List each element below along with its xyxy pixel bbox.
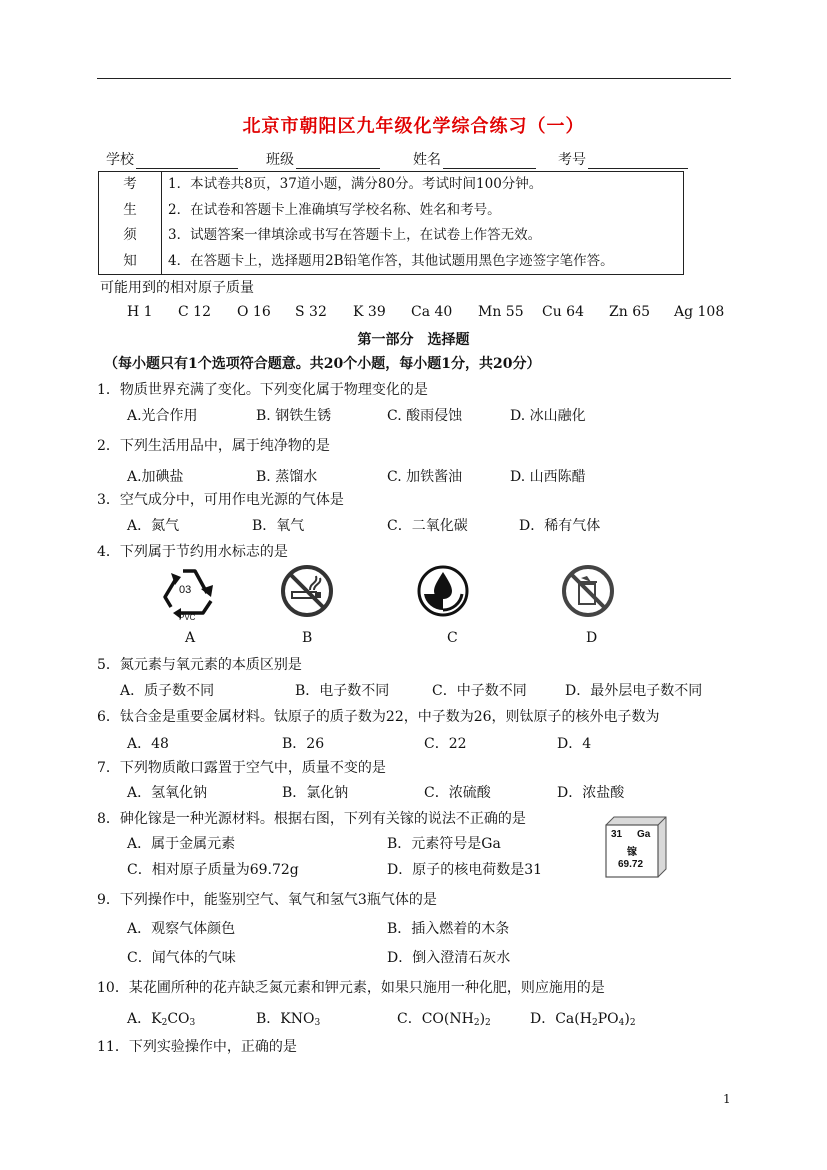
recycle-material: PVC xyxy=(179,613,196,622)
atomic-mass-Ca: Ca 40 xyxy=(411,304,453,320)
field-school-blank[interactable] xyxy=(136,153,238,169)
q5-option-b: B．电子数不同 xyxy=(295,683,390,699)
question-10-stem: 10．某花圃所种的花卉缺乏氮元素和钾元素，如果只施用一种化肥，则应施用的是 xyxy=(97,980,605,996)
q7-option-b: B．氯化钠 xyxy=(282,785,349,801)
recycle-icon xyxy=(161,563,217,625)
field-name-label: 姓名 xyxy=(413,152,441,168)
q9-option-a: A．观察气体颜色 xyxy=(127,921,236,937)
q2-option-b: B. 蒸馏水 xyxy=(256,469,318,485)
question-11-stem: 11．下列实验操作中，正确的是 xyxy=(97,1039,297,1055)
atomic-mass-Ag: Ag 108 xyxy=(674,304,725,320)
q9-option-c: C．闻气体的气味 xyxy=(127,950,236,966)
q7-option-d: D．浓盐酸 xyxy=(557,785,625,801)
recycle-code: 03 xyxy=(179,584,192,596)
atomic-mass-O: O 16 xyxy=(237,304,271,320)
notice-header-char: 生 xyxy=(123,201,137,218)
field-class-blank[interactable] xyxy=(296,153,380,169)
q4-option-b: B xyxy=(302,630,313,646)
field-school-label: 学校 xyxy=(106,152,134,168)
notice-header-char: 知 xyxy=(123,252,137,269)
q3-option-d: D．稀有气体 xyxy=(519,518,601,534)
q6-option-a: A．48 xyxy=(127,736,169,752)
q4-option-d: D xyxy=(586,630,598,646)
notice-item: 2．在试卷和答题卡上准确填写学校名称、姓名和考号。 xyxy=(168,201,501,218)
q8-option-c: C．相对原子质量为69.72g xyxy=(127,862,299,878)
q10-option-b: B．$KNO_3$ xyxy=(256,1011,321,1028)
q9-option-d: D．倒入澄清石灰水 xyxy=(387,950,511,966)
question-3-stem: 3．空气成分中，可用作电光源的气体是 xyxy=(97,492,344,508)
q10-option-d: D．$Ca(H_2PO_4)_2$ xyxy=(530,1011,636,1028)
question-2-stem: 2．下列生活用品中，属于纯净物的是 xyxy=(97,438,330,454)
atomic-mass-Zn: Zn 65 xyxy=(609,304,651,320)
q1-option-b: B. 钢铁生锈 xyxy=(256,408,332,424)
q2-option-d: D. 山西陈醋 xyxy=(510,469,586,485)
element-atomic-number: 31 xyxy=(611,829,623,840)
q8-option-a: A．属于金属元素 xyxy=(127,836,236,852)
q8-option-d: D．原子的核电荷数是31 xyxy=(387,862,543,878)
q1-option-a: A.光合作用 xyxy=(127,408,198,424)
field-school xyxy=(106,149,238,169)
atomic-mass-K: K 39 xyxy=(353,304,386,320)
element-mass: 69.72 xyxy=(618,859,644,870)
q3-option-b: B．氧气 xyxy=(252,518,305,534)
field-name xyxy=(413,149,536,169)
question-7-stem: 7．下列物质敞口露置于空气中，质量不变的是 xyxy=(97,760,386,776)
q10-option-a: A．$K_2CO_3$ xyxy=(127,1011,196,1028)
q6-option-b: B．26 xyxy=(282,736,325,752)
q6-option-d: D．4 xyxy=(557,736,592,752)
element-card-gallium xyxy=(604,815,668,879)
field-exam-number-label: 考号 xyxy=(558,152,586,168)
notice-item: 1．本试卷共8页，37道小题，满分80分。考试时间100分钟。 xyxy=(168,176,543,192)
question-8-stem: 8．砷化镓是一种光源材料。根据右图，下列有关镓的说法不正确的是 xyxy=(97,811,526,827)
no-littering-icon xyxy=(561,564,615,618)
atomic-mass-S: S 32 xyxy=(295,304,327,320)
q5-option-a: A．质子数不同 xyxy=(120,683,215,699)
notice-header-char: 须 xyxy=(123,227,137,243)
notice-header-char: 考 xyxy=(123,176,137,192)
q6-option-c: C．22 xyxy=(424,736,467,752)
question-1-stem: 1．物质世界充满了变化。下列变化属于物理变化的是 xyxy=(97,382,428,398)
question-9-stem: 9．下列操作中，能鉴别空气、氧气和氢气3瓶气体的是 xyxy=(97,892,437,908)
atomic-mass-heading: 可能用到的相对原子质量 xyxy=(100,280,254,296)
q3-option-a: A．氮气 xyxy=(127,518,180,534)
question-4-stem: 4．下列属于节约用水标志的是 xyxy=(97,544,288,560)
field-exam-number-blank[interactable] xyxy=(588,153,688,169)
q7-option-a: A．氢氧化钠 xyxy=(127,785,208,801)
notice-item: 3．试题答案一律填涂或书写在答题卡上，在试卷上作答无效。 xyxy=(168,227,542,243)
q1-option-d: D. 冰山融化 xyxy=(510,408,586,424)
q5-option-d: D．最外层电子数不同 xyxy=(565,683,703,699)
q9-option-b: B．插入燃着的木条 xyxy=(387,921,510,937)
notice-header xyxy=(99,172,162,275)
question-5-stem: 5．氮元素与氧元素的本质区别是 xyxy=(97,657,302,673)
field-class xyxy=(266,149,380,169)
water-saving-icon xyxy=(416,564,470,618)
q5-option-c: C．中子数不同 xyxy=(432,683,527,699)
q3-option-c: C．二氧化碳 xyxy=(387,518,468,534)
field-class-label: 班级 xyxy=(266,152,294,168)
notice-items xyxy=(162,172,684,275)
field-exam-number xyxy=(558,149,688,169)
q2-option-c: C. 加铁酱油 xyxy=(387,469,463,485)
no-smoking-icon xyxy=(280,564,334,618)
atomic-mass-H: H 1 xyxy=(127,304,153,320)
exam-notice-table xyxy=(98,171,684,275)
element-symbol: Ga xyxy=(637,829,651,840)
q2-option-a: A.加碘盐 xyxy=(127,469,184,485)
q7-option-c: C．浓硫酸 xyxy=(424,785,491,801)
q4-option-c: C xyxy=(447,630,458,646)
q1-option-c: C. 酸雨侵蚀 xyxy=(387,408,463,424)
field-name-blank[interactable] xyxy=(443,153,536,169)
header-rule xyxy=(97,78,731,79)
section-note: （每小题只有1个选项符合题意。共20个小题，每小题1分，共20分） xyxy=(104,356,541,372)
atomic-mass-C: C 12 xyxy=(178,304,211,320)
q10-option-c: C．$CO(NH_2)_2$ xyxy=(397,1011,491,1028)
q8-option-b: B．元素符号是Ga xyxy=(387,836,501,852)
notice-item: 4．在答题卡上，选择题用2B铅笔作答，其他试题用黑色字迹签字笔作答。 xyxy=(168,252,614,269)
page-number: 1 xyxy=(723,1092,731,1106)
question-6-stem: 6．钛合金是重要金属材料。钛原子的质子数为22，中子数为26，则钛原子的核外电子数为 xyxy=(97,709,660,725)
atomic-mass-Cu: Cu 64 xyxy=(542,304,584,320)
element-name: 镓 xyxy=(627,847,637,858)
page-title: 北京市朝阳区九年级化学综合练习（一） xyxy=(242,116,585,137)
q4-option-a: A xyxy=(185,630,196,646)
section-title: 第一部分 选择题 xyxy=(357,332,470,348)
atomic-mass-Mn: Mn 55 xyxy=(478,304,524,320)
